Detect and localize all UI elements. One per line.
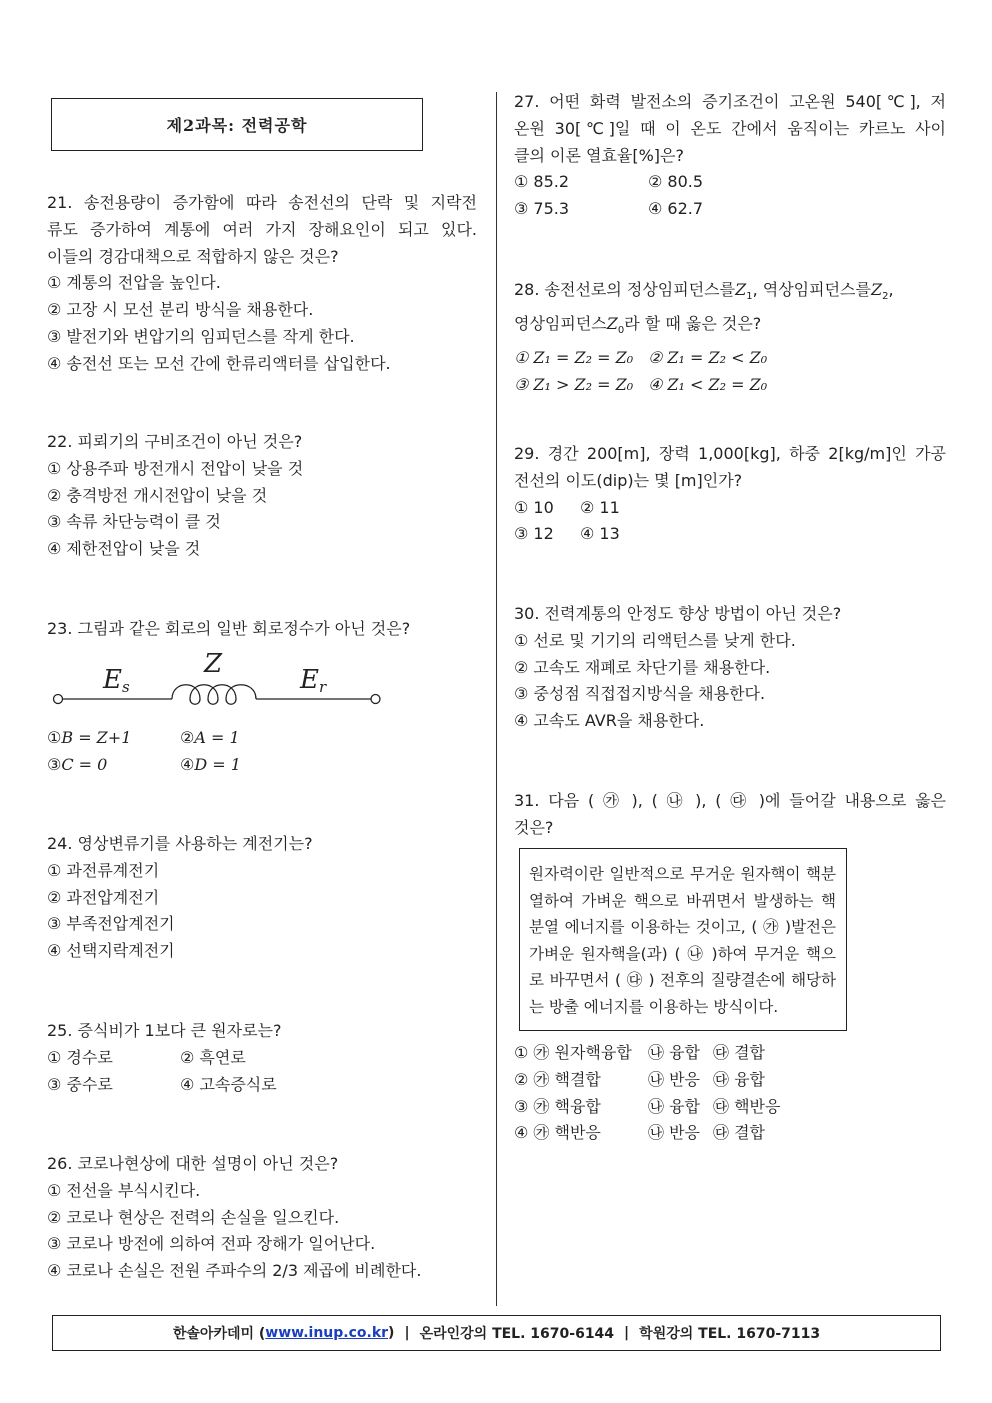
option: ①B = Z+1 [47, 728, 132, 747]
option: ④ Z₁ < Z₂ = Z₀ [648, 374, 768, 394]
option: ② 충격방전 개시전압이 낮을 것 [47, 485, 268, 505]
label-es: Es [103, 665, 130, 696]
option: ③ Z₁ > Z₂ = Z₀ [514, 374, 634, 394]
option: ① 상용주파 방전개시 전압이 낮을 것 [47, 458, 304, 478]
option: ③C = 0 [47, 754, 108, 774]
question-stem-line: 23. 그림과 같은 회로의 일반 회로정수가 아닌 것은? [47, 619, 411, 638]
question-stem-line: 31. 다음 ( ㉮ ), ( ㉯ ), ( ㉰ )에 들어갈 내용으로 옳은 [514, 791, 946, 810]
question-stem-line: 29. 경간 200[m], 장력 1,000[kg], 하중 2[kg/m]인 가공 [514, 444, 946, 463]
question-23 [47, 616, 477, 643]
option: ④ 13 [580, 524, 620, 544]
question-31-options [514, 1040, 946, 1147]
option: ③ 중성점 직접접지방식을 채용한다. [514, 684, 766, 704]
question-stem-line: 21. 송전용량이 증가함에 따라 송전선의 단락 및 지락전 [47, 193, 477, 212]
option: ④ 제한전압이 낮을 것 [47, 539, 201, 559]
circuit-figure [50, 648, 385, 710]
question-31 [514, 788, 946, 842]
label-z: Z [204, 649, 223, 679]
question-25 [47, 1018, 477, 1098]
question-stem-line: 22. 피뢰기의 구비조건이 아닌 것은? [47, 432, 303, 451]
question-22 [47, 429, 477, 563]
option: ④ 62.7 [648, 199, 704, 219]
option: ②A = 1 [180, 728, 240, 747]
option: ① 경수로 [47, 1047, 113, 1067]
option: ① 선로 및 기기의 리액턴스를 낮게 한다. [514, 630, 796, 650]
label-er: Er [300, 665, 327, 696]
option: ③ 75.3 [514, 199, 570, 219]
footer-separator: | [404, 1325, 410, 1341]
option: ② Z₁ = Z₂ < Z₀ [648, 347, 768, 367]
option: ③ 중수로 [47, 1074, 113, 1094]
question-stem-line: 영상임피던스$Z_0$라 할 때 옳은 것은? [514, 313, 762, 337]
question-27 [514, 89, 946, 223]
footer-offline-tel: 학원강의 TEL. 1670-7113 [639, 1326, 821, 1342]
question-23-options [47, 725, 477, 779]
question-stem-line: 27. 어떤 화력 발전소의 증기조건이 고온원 540[℃], 저 [514, 92, 946, 111]
option: ④ 고속도 AVR을 채용한다. [514, 711, 705, 731]
option: ③ 속류 차단능력이 클 것 [47, 512, 221, 532]
question-stem-line: 전선의 이도(dip)는 몇 [m]인가? [514, 470, 743, 490]
question-28 [514, 277, 946, 399]
option: ③ 12 [514, 524, 554, 544]
option: ① 85.2 [514, 172, 570, 192]
inductor-coil [172, 685, 256, 705]
question-29 [514, 441, 946, 548]
question-stem-line: 이들의 경감대책으로 적합하지 않은 것은? [47, 246, 339, 266]
option: ③ ㉮ 핵융합 ㉯ 융합 ㉰ 핵반응 [514, 1096, 781, 1116]
question-stem-line: 26. 코로나현상에 대한 설명이 아닌 것은? [47, 1154, 339, 1173]
option: ④ ㉮ 핵반응 ㉯ 반응 ㉰ 결합 [514, 1123, 765, 1143]
option: ② 80.5 [648, 172, 704, 192]
passage-box [519, 848, 847, 1031]
option: ③ 코로나 방전에 의하여 전파 장해가 일어난다. [47, 1234, 376, 1254]
terminal-left [54, 695, 63, 704]
question-stem-line: 30. 전력계통의 안정도 향상 방법이 아닌 것은? [514, 604, 842, 623]
question-stem-line: 온원 30[℃]일 때 이 온도 간에서 움직이는 카르노 사이 [514, 118, 946, 138]
option: ④ 송전선 또는 모선 간에 한류리액터를 삽입한다. [47, 353, 391, 373]
question-21 [47, 190, 477, 378]
option: ③ 발전기와 변압기의 임피던스를 작게 한다. [47, 326, 355, 346]
option: ④ 선택지락계전기 [47, 941, 175, 961]
option: ④ 고속증식로 [180, 1074, 277, 1094]
footer-online-tel: 온라인강의 TEL. 1670-6144 [419, 1326, 615, 1342]
column-divider [496, 92, 497, 1306]
question-stem-line: 류도 증가하여 계통에 여러 가지 장해요인이 되고 있다. [47, 219, 477, 239]
option: ④ 코로나 손실은 전원 주파수의 2/3 제곱에 비례한다. [47, 1261, 422, 1281]
option: ① 과전류계전기 [47, 860, 160, 880]
question-30 [514, 601, 946, 735]
footer-close-paren: ) [388, 1325, 395, 1341]
option: ① 전선을 부식시킨다. [47, 1180, 201, 1200]
question-stem-line: 24. 영상변류기를 사용하는 계전기는? [47, 834, 313, 853]
footer-academy: 한솔아카데미 ( [172, 1326, 266, 1342]
question-26 [47, 1151, 477, 1285]
option: ① 10 [514, 497, 554, 517]
option: ② 코로나 현상은 전력의 손실을 일으킨다. [47, 1207, 340, 1227]
question-stem-line: 것은? [514, 817, 554, 837]
question-stem-line: 28. 송전선로의 정상임피던스를$Z_1$, 역상임피던스를$Z_2$, [514, 280, 894, 303]
question-stem-line: 25. 증식비가 1보다 큰 원자로는? [47, 1021, 282, 1040]
option: ④D = 1 [180, 754, 241, 774]
footer-website-link[interactable]: www.inup.co.kr [265, 1325, 389, 1341]
option: ② ㉮ 핵결합 ㉯ 반응 ㉰ 융합 [514, 1069, 765, 1089]
question-stem-line: 클의 이론 열효율[%]은? [514, 145, 684, 165]
option: ① Z₁ = Z₂ = Z₀ [514, 347, 634, 367]
option: ② 흑연로 [180, 1047, 246, 1067]
option: ① 계통의 전압을 높인다. [47, 273, 221, 293]
option: ② 고속도 재폐로 차단기를 채용한다. [514, 657, 771, 677]
question-24 [47, 831, 477, 965]
option: ① ㉮ 원자핵융합 ㉯ 융합 ㉰ 결합 [514, 1043, 765, 1062]
footer-bar [52, 1315, 941, 1351]
footer-separator: | [624, 1325, 630, 1341]
terminal-right [371, 695, 380, 704]
passage-text: 원자력이란 일반적으로 무거운 원자핵이 핵분열하여 가벼운 핵으로 바뀌면서 발생하는 핵분열 에너지를 이용하는 것이고, ( ㉮ )발전은 가벼운 원자핵을(과) ( ㉯ )하여 무거운 핵으로 바꾸면서 ( ㉰ ) 전후의 질량결손에 해당하는 방출 에너지를 이용하는 방식이다. [529, 865, 836, 1016]
subject-title-box [51, 98, 423, 151]
subject-title: 제2과목: 전력공학 [166, 116, 308, 135]
option: ② 과전압계전기 [47, 887, 160, 907]
option: ③ 부족전압계전기 [47, 914, 175, 934]
option: ② 고장 시 모선 분리 방식을 채용한다. [47, 300, 314, 320]
option: ② 11 [580, 497, 620, 517]
